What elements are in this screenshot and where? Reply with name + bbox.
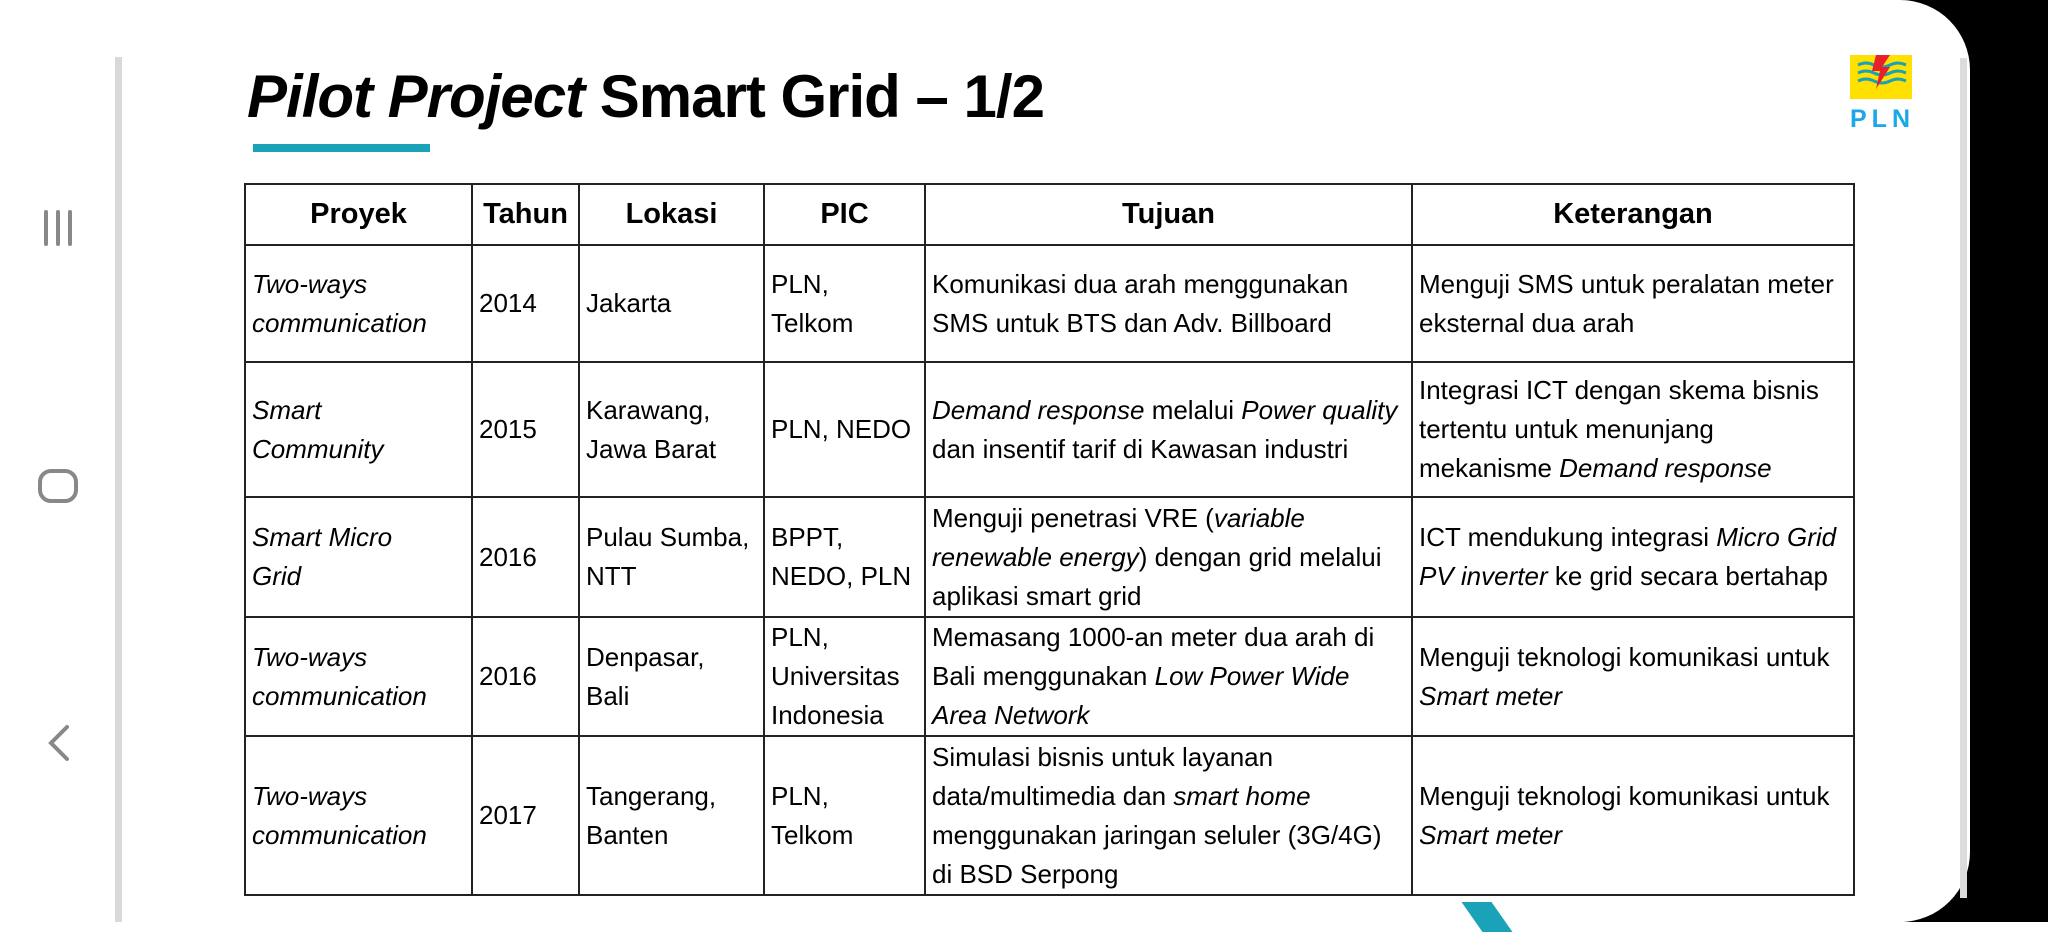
cell-lokasi: Denpasar, Bali [579, 617, 764, 736]
header-tahun: Tahun [472, 184, 579, 245]
table-row [245, 245, 1854, 362]
pln-logo-text: PLN [1850, 105, 1915, 133]
cell-keterangan: Menguji teknologi komunikasi untuk Smart meter [1412, 736, 1854, 895]
pln-logo [1850, 55, 1916, 134]
header-proyek: Proyek [245, 184, 472, 245]
header-keterangan: Keterangan [1412, 184, 1854, 245]
cell-tujuan: Simulasi bisnis untuk layanan data/multimedia dan smart home menggunakan jaringan seluler (3G/4G) di BSD Serpong [925, 736, 1412, 895]
cell-lokasi: Pulau Sumba, NTT [579, 497, 764, 617]
slide-left-edge [115, 57, 122, 922]
table-header-row [245, 184, 1854, 245]
back-icon [43, 723, 73, 768]
pilot-project-table [244, 183, 1855, 896]
cell-tahun: 2014 [472, 245, 579, 362]
cell-keterangan: Menguji teknologi komunikasi untuk Smart meter [1412, 617, 1854, 736]
back-button[interactable] [30, 717, 86, 773]
cell-proyek: Smart Micro Grid [245, 497, 472, 617]
cell-lokasi: Jakarta [579, 245, 764, 362]
cell-pic: PLN, Telkom [764, 736, 925, 895]
cell-proyek: Two-ways communication [245, 245, 472, 362]
cell-tujuan: Demand response melalui Power quality dan insentif tarif di Kawasan industri [925, 362, 1412, 497]
cell-proyek: Two-ways communication [245, 736, 472, 895]
decorative-teal-shape [1461, 902, 1512, 932]
table-row [245, 497, 1854, 617]
home-icon [37, 468, 79, 509]
cell-lokasi: Karawang, Jawa Barat [579, 362, 764, 497]
cell-tujuan: Memasang 1000-an meter dua arah di Bali menggunakan Low Power Wide Area Network [925, 617, 1412, 736]
home-button[interactable] [30, 460, 86, 516]
cell-keterangan: Menguji SMS untuk peralatan meter eksternal dua arah [1412, 245, 1854, 362]
slide-right-edge [1960, 58, 1967, 898]
cell-tahun: 2016 [472, 497, 579, 617]
table-row [245, 362, 1854, 497]
cell-pic: PLN, NEDO [764, 362, 925, 497]
recent-apps-icon [40, 208, 76, 253]
cell-pic: BPPT, NEDO, PLN [764, 497, 925, 617]
cell-proyek: Two-ways communication [245, 617, 472, 736]
recent-apps-button[interactable] [30, 202, 86, 258]
cell-tujuan: Menguji penetrasi VRE (variable renewable energy) dengan grid melalui aplikasi smart grid [925, 497, 1412, 617]
header-tujuan: Tujuan [925, 184, 1412, 245]
table-row [245, 617, 1854, 736]
cell-pic: PLN, Universitas Indonesia [764, 617, 925, 736]
cell-keterangan: Integrasi ICT dengan skema bisnis tertentu untuk menunjang mekanisme Demand response [1412, 362, 1854, 497]
cell-pic: PLN, Telkom [764, 245, 925, 362]
slide-title: Pilot Project Smart Grid – 1/2 [247, 63, 1044, 130]
table-row [245, 736, 1854, 895]
cell-tujuan: Komunikasi dua arah menggunakan SMS untuk BTS dan Adv. Billboard [925, 245, 1412, 362]
cell-tahun: 2015 [472, 362, 579, 497]
slide [122, 0, 1970, 922]
cell-lokasi: Tangerang, Banten [579, 736, 764, 895]
cell-proyek: Smart Community [245, 362, 472, 497]
pln-logo-icon [1850, 55, 1912, 99]
cell-tahun: 2016 [472, 617, 579, 736]
cell-tahun: 2017 [472, 736, 579, 895]
header-pic: PIC [764, 184, 925, 245]
cell-keterangan: ICT mendukung integrasi Micro Grid PV inverter ke grid secara bertahap [1412, 497, 1854, 617]
title-underline [253, 144, 430, 152]
header-lokasi: Lokasi [579, 184, 764, 245]
navigation-bar [0, 60, 115, 922]
